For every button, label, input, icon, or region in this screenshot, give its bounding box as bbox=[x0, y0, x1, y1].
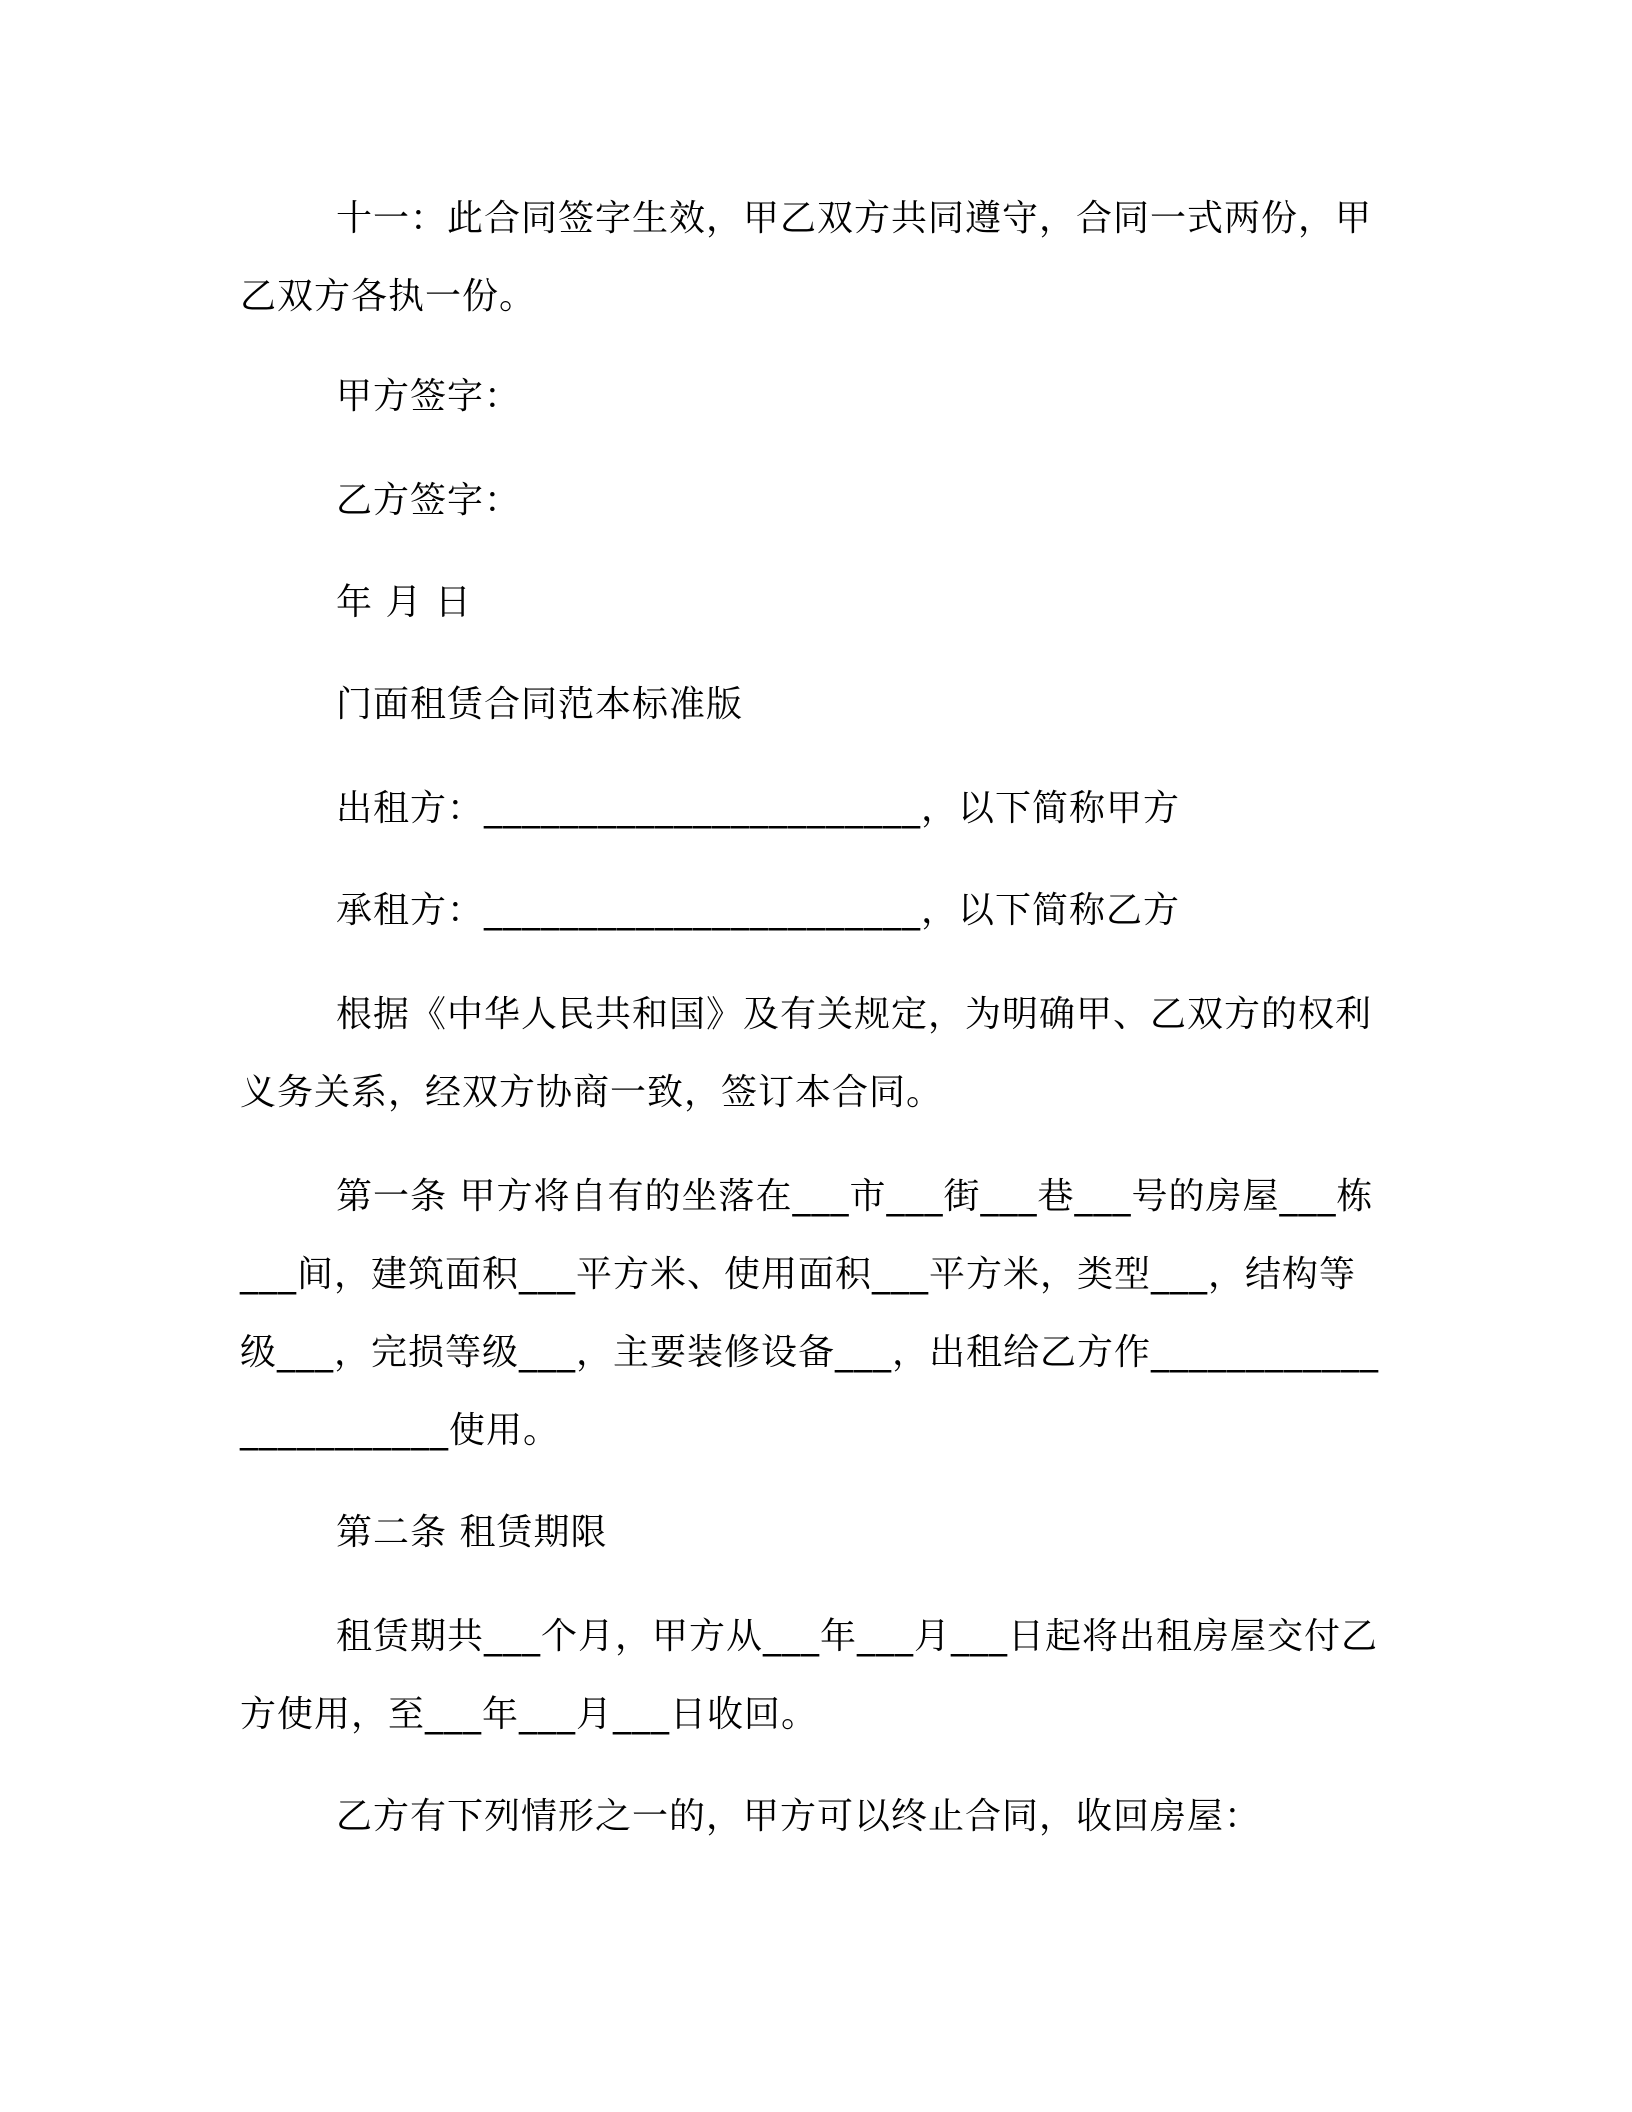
article-one-paragraph: 第一条 甲方将自有的坐落在___市___街___巷___号的房屋___栋___间，建筑面积___平方米、使用面积___平方米，类型___，结构等级___，完损等级___，主要装修设备___，出租给乙方作_______________________使用。 bbox=[240, 1176, 1380, 1451]
party-b-signature-line: 乙方签字： bbox=[336, 480, 522, 521]
lessor-line: 出租方：_______________________，以下简称甲方 bbox=[336, 788, 1181, 829]
article-two-heading: 第二条 租赁期限 bbox=[336, 1512, 608, 1553]
clause-eleven-paragraph: 十一：此合同签字生效，甲乙双方共同遵守，合同一式两份，甲乙双方各执一份。 bbox=[240, 198, 1373, 317]
date-line: 年 月 日 bbox=[336, 582, 472, 623]
contract-title: 门面租赁合同范本标准版 bbox=[336, 684, 744, 725]
lease-term-paragraph: 租赁期共___个月，甲方从___年___月___日起将出租房屋交付乙方使用，至___年___月___日收回。 bbox=[240, 1616, 1379, 1735]
party-a-signature-line: 甲方签字： bbox=[336, 376, 522, 417]
lessee-line: 承租方：_______________________，以下简称乙方 bbox=[336, 890, 1181, 931]
preamble-paragraph: 根据《中华人民共和国》及有关规定，为明确甲、乙双方的权利义务关系，经双方协商一致，签订本合同。 bbox=[240, 994, 1373, 1113]
termination-conditions-paragraph: 乙方有下列情形之一的，甲方可以终止合同，收回房屋： bbox=[336, 1796, 1262, 1837]
